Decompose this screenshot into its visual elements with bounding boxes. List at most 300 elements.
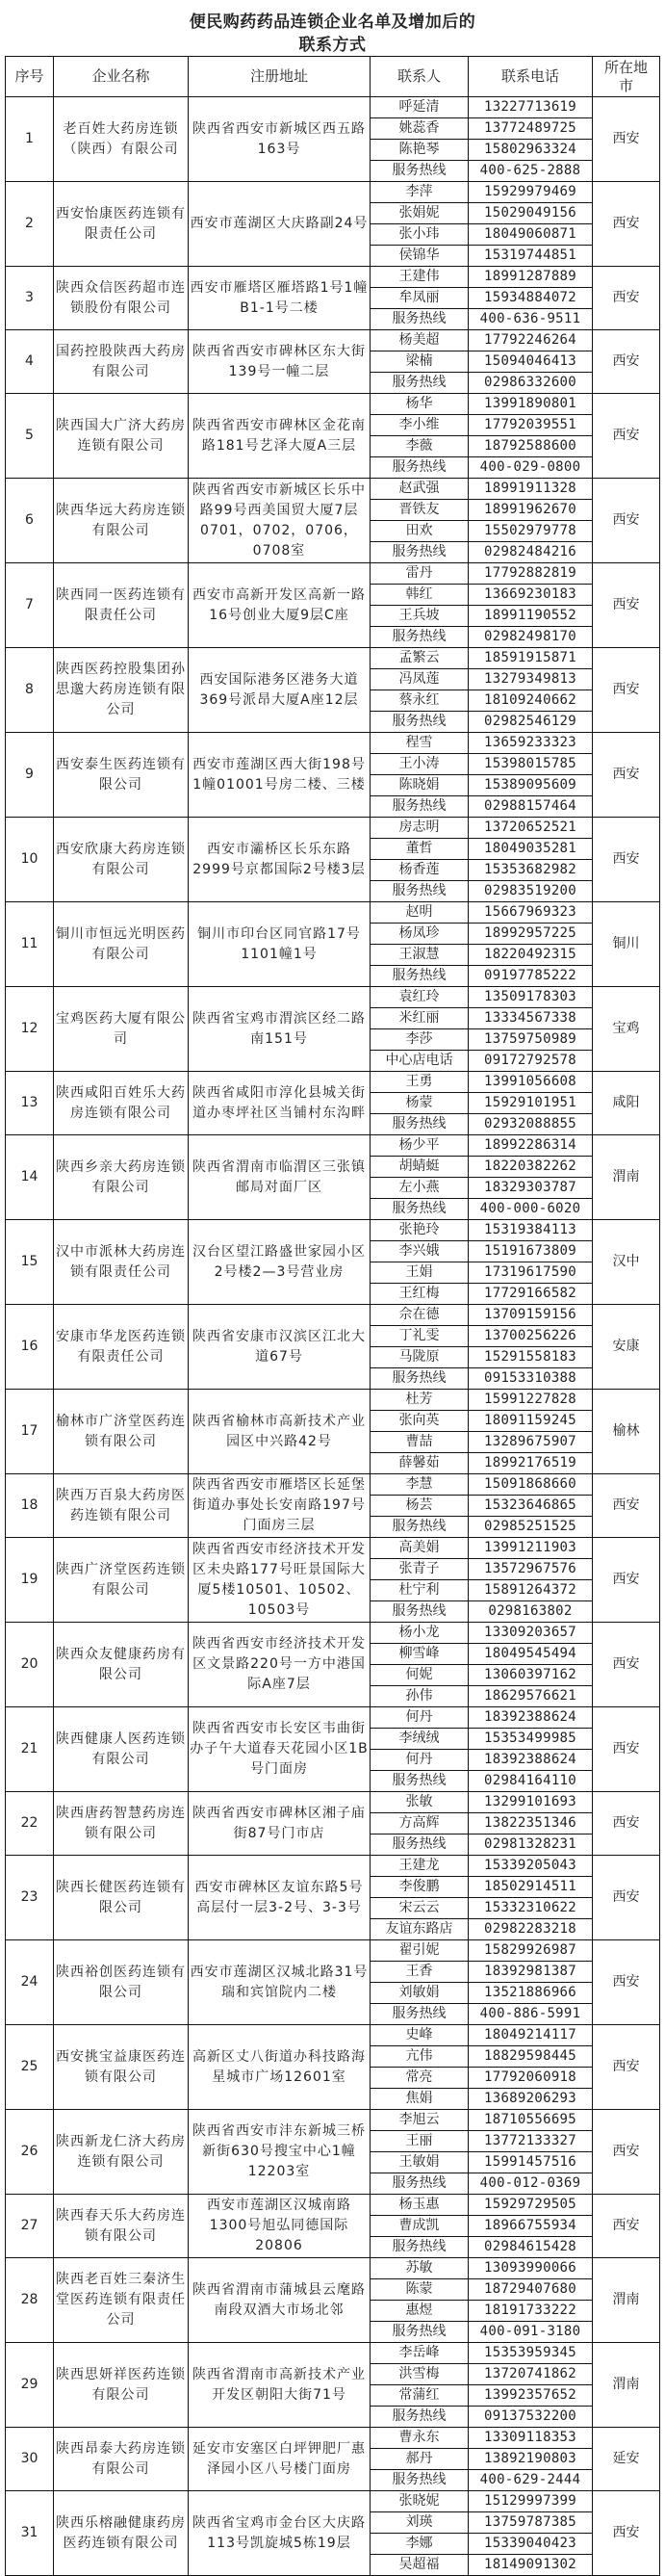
cell-contact-name: 亢伟 [371,2046,469,2068]
table-row [6,267,660,288]
cell-phone: 17792246264 [469,330,593,351]
cell-phone: 13992357652 [469,2385,593,2407]
cell-contact-name: 服务热线 [371,1601,469,1623]
cell-phone: 0298163802 [469,1601,593,1623]
cell-city: 渭南 [593,2258,660,2343]
table-row [6,182,660,203]
cell-address: 西安市莲湖区西大街198号1幢01001号房二楼、三楼 [189,733,371,818]
cell-phone: 13659233323 [469,733,593,754]
cell-contact-name: 高美娟 [371,1538,469,1559]
cell-contact-name: 李兴娥 [371,1241,469,1262]
cell-contact-name: 李慧 [371,1474,469,1496]
cell-city: 宝鸡 [593,987,660,1072]
cell-contact-name: 董哲 [371,839,469,860]
cell-contact-name: 宋云云 [371,1898,469,1919]
cell-contact-name: 梁楠 [371,351,469,373]
cell-phone: 18992286314 [469,1135,593,1157]
cell-phone: 02985251525 [469,1517,593,1538]
cell-city: 西安 [593,182,660,267]
cell-phone: 17792882819 [469,563,593,585]
cell-seq: 7 [6,563,54,648]
cell-phone: 18091159245 [469,1411,593,1432]
cell-address: 陕西省西安市碑林区东大街139号一幢二层 [189,330,371,394]
cell-contact-name: 中心店电话 [371,1051,469,1072]
cell-contact-name: 何丹 [371,1750,469,1771]
cell-phone: 15934884072 [469,288,593,309]
cell-contact-name: 赵武强 [371,479,469,500]
cell-seq: 25 [6,2025,54,2110]
cell-contact-name: 服务热线 [371,966,469,987]
page-title-line1: 便民购药药品连锁企业名单及增加后的 [189,13,476,32]
cell-company: 宝鸡医药大厦有限公司 [54,987,189,1072]
cell-seq: 28 [6,2258,54,2343]
cell-phone: 17729166582 [469,1284,593,1305]
cell-city: 西安 [593,479,660,563]
cell-city: 西安 [593,267,660,330]
cell-phone: 13689206293 [469,2089,593,2110]
cell-contact-name: 服务热线 [371,373,469,394]
table-row [6,2025,660,2046]
header-company: 企业名称 [54,57,189,97]
cell-phone: 13720741862 [469,2364,593,2385]
cell-phone: 18220492315 [469,945,593,966]
cell-city: 榆林 [593,1390,660,1474]
cell-contact-name: 牟凤丽 [371,288,469,309]
cell-contact-name: 服务热线 [371,1368,469,1390]
cell-contact-name: 陈晓娟 [371,775,469,796]
cell-phone: 15991457516 [469,2152,593,2173]
cell-contact-name: 焦娟 [371,2089,469,2110]
table-row [6,818,660,839]
cell-phone: 18991190552 [469,606,593,627]
cell-seq: 4 [6,330,54,394]
table-row [6,2428,660,2449]
cell-contact-name: 服务热线 [371,1771,469,1792]
cell-contact-name: 孙伟 [371,1686,469,1707]
cell-contact-name: 服务热线 [371,309,469,330]
cell-phone: 13822351346 [469,1813,593,1834]
cell-seq: 23 [6,1856,54,1940]
cell-company: 西安怡康医药连锁有限责任公司 [54,182,189,267]
cell-city: 西安 [593,1474,660,1538]
cell-seq: 30 [6,2428,54,2491]
cell-phone: 18049545494 [469,1644,593,1665]
cell-phone: 09197785222 [469,966,593,987]
cell-phone: 18729407680 [469,2279,593,2301]
cell-seq: 27 [6,2195,54,2258]
table-row [6,1940,660,1962]
cell-phone: 15091868660 [469,1474,593,1496]
table-row [6,479,660,500]
cell-contact-name: 李莎 [371,1029,469,1051]
cell-contact-name: 友谊东路店 [371,1919,469,1940]
header-address: 注册地址 [189,57,371,97]
cell-city: 西安 [593,97,660,182]
cell-phone: 15191673809 [469,1241,593,1262]
table-row [6,733,660,754]
table-body [6,97,660,2576]
cell-contact-name: 服务热线 [371,542,469,563]
table-row [6,902,660,924]
cell-contact-name: 刘瑛 [371,2512,469,2534]
table-row [6,1792,660,1813]
cell-phone: 17792060918 [469,2068,593,2089]
cell-city: 汉中 [593,1220,660,1305]
cell-seq: 6 [6,479,54,563]
cell-seq: 15 [6,1220,54,1305]
cell-phone: 13060397162 [469,1665,593,1686]
cell-company: 陕西老百姓三秦济生堂医药连锁有限责任公司 [54,2258,189,2343]
cell-contact-name: 孟繁云 [371,648,469,669]
cell-phone: 15929979469 [469,182,593,203]
cell-address: 西安市灞桥区长乐东路2999号京都国际2号楼3层 [189,818,371,902]
cell-phone: 15319384113 [469,1220,593,1241]
cell-city: 西安 [593,1940,660,2025]
cell-seq: 18 [6,1474,54,1538]
table-row [6,563,660,585]
cell-phone: 13759787385 [469,2512,593,2534]
cell-city: 西安 [593,2025,660,2110]
cell-phone: 15802963324 [469,140,593,161]
cell-company: 陕西众信医药超市连锁股份有限公司 [54,267,189,330]
cell-seq: 1 [6,97,54,182]
cell-contact-name: 何丹 [371,1707,469,1729]
cell-phone: 18109240662 [469,690,593,712]
cell-company: 陕西华远大药房连锁有限公司 [54,479,189,563]
table-row [6,394,660,415]
cell-phone: 17319617590 [469,1262,593,1284]
cell-seq: 21 [6,1707,54,1792]
cell-city: 西安 [593,330,660,394]
cell-contact-name: 服务热线 [371,627,469,648]
cell-phone: 15332310622 [469,1898,593,1919]
cell-address: 陕西省西安市沣东新城三桥新街630号搜宝中心1幢12203室 [189,2110,371,2195]
cell-contact-name: 丁礼雯 [371,1326,469,1347]
cell-phone: 13700256226 [469,1326,593,1347]
table-row [6,2195,660,2216]
cell-phone: 18991962670 [469,500,593,521]
cell-address: 西安市雁塔区雁塔路1号1幢B1-1号二楼 [189,267,371,330]
cell-contact-name: 张小玮 [371,224,469,246]
cell-address: 陕西省榆林市高新技术产业园区中兴路42号 [189,1390,371,1474]
cell-city: 西安 [593,1856,660,1940]
cell-contact-name: 杨蒙 [371,1093,469,1114]
cell-phone: 15502979778 [469,521,593,542]
cell-seq: 13 [6,1072,54,1135]
cell-address: 陕西省咸阳市淳化县城关街道办枣坪社区当铺村东沟畔 [189,1072,371,1135]
cell-address: 陕西省西安市经济技术开发区文景路220号一方中港国际A座7层 [189,1623,371,1707]
cell-phone: 18049214117 [469,2025,593,2046]
cell-city: 西安 [593,2195,660,2258]
cell-seq: 3 [6,267,54,330]
cell-address: 陕西省宝鸡市金台区大庆路113号凯旋城5栋19层 [189,2491,371,2576]
table-row [6,1390,660,1411]
cell-phone: 15323646865 [469,1496,593,1517]
cell-address: 陕西省渭南市高新技术产业开发区朝阳大街71号 [189,2343,371,2428]
table-header-row [6,57,660,97]
cell-city: 西安 [593,818,660,902]
table-row [6,1707,660,1729]
cell-city: 西安 [593,1707,660,1792]
cell-contact-name: 杨小龙 [371,1623,469,1644]
cell-phone: 13509178303 [469,987,593,1008]
table-row [6,1538,660,1559]
cell-phone: 18220382262 [469,1157,593,1178]
cell-city: 安康 [593,1305,660,1390]
cell-phone: 15667969323 [469,902,593,924]
cell-contact-name: 服务热线 [371,796,469,818]
cell-phone: 15319744851 [469,246,593,267]
cell-seq: 31 [6,2491,54,2576]
cell-phone: 09153310388 [469,1368,593,1390]
cell-contact-name: 翟引妮 [371,1940,469,1962]
cell-seq: 24 [6,1940,54,2025]
cell-phone: 15891264372 [469,1580,593,1601]
cell-contact-name: 服务热线 [371,2470,469,2491]
cell-phone: 18049060871 [469,224,593,246]
cell-contact-name: 服务热线 [371,161,469,182]
cell-contact-name: 常亮 [371,2068,469,2089]
cell-phone: 18502914511 [469,1877,593,1898]
cell-phone: 13892190803 [469,2449,593,2470]
cell-phone: 13572967576 [469,1559,593,1580]
cell-contact-name: 李萍 [371,182,469,203]
cell-phone: 18591915871 [469,648,593,669]
cell-contact-name: 曹永东 [371,2428,469,2449]
cell-contact-name: 常蒲红 [371,2385,469,2407]
table-row [6,2491,660,2512]
cell-address: 西安市高新开发区高新一路16号创业大厦9层C座 [189,563,371,648]
cell-address: 陕西省西安市碑林区湘子庙街87号门市店 [189,1792,371,1856]
cell-phone: 13991211903 [469,1538,593,1559]
cell-phone: 15129997399 [469,2491,593,2512]
cell-contact-name: 吴超福 [371,2555,469,2576]
cell-seq: 22 [6,1792,54,1856]
table-row [6,1072,660,1093]
cell-contact-name: 服务热线 [371,712,469,733]
cell-address: 西安市碑林区友谊东路5号高层付一层3-2号、3-3号 [189,1856,371,1940]
table-row [6,330,660,351]
cell-company: 陕西乡亲大药房连锁有限公司 [54,1135,189,1220]
cell-phone: 15353682982 [469,860,593,881]
cell-phone: 13772489725 [469,118,593,140]
cell-contact-name: 张娟妮 [371,203,469,224]
cell-phone: 18392981387 [469,1962,593,1983]
cell-contact-name: 服务热线 [371,1199,469,1220]
cell-phone: 400-625-2888 [469,161,593,182]
cell-phone: 13093990066 [469,2258,593,2279]
cell-seq: 16 [6,1305,54,1390]
cell-contact-name: 陈艳琴 [371,140,469,161]
cell-address: 西安市莲湖区汉城北路31号瑞和宾馆院内二楼 [189,1940,371,2025]
cell-contact-name: 方高辉 [371,1813,469,1834]
cell-seq: 10 [6,818,54,902]
cell-contact-name: 张向英 [371,1411,469,1432]
cell-phone: 400-029-0800 [469,457,593,479]
cell-contact-name: 赵明 [371,902,469,924]
cell-contact-name: 晋铁友 [371,500,469,521]
header-phone: 联系电话 [469,57,593,97]
cell-contact-name: 米红丽 [371,1008,469,1029]
cell-address: 西安市莲湖区汉城南路1300号旭弘同德国际20806 [189,2195,371,2258]
cell-contact-name: 李岳峰 [371,2343,469,2364]
cell-address: 陕西省西安市新城区西五路163号 [189,97,371,182]
cell-company: 陕西新龙仁济大药房连锁有限公司 [54,2110,189,2195]
cell-contact-name: 柳雪峰 [371,1644,469,1665]
cell-company: 陕西唐药智慧药房连锁有限公司 [54,1792,189,1856]
cell-phone: 02984164110 [469,1771,593,1792]
cell-phone: 18329303787 [469,1178,593,1199]
cell-phone: 15991227828 [469,1390,593,1411]
cell-address: 高新区丈八街道办科技路海星城市广场12601室 [189,2025,371,2110]
cell-contact-name: 王香 [371,1962,469,1983]
cell-contact-name: 王娟 [371,1262,469,1284]
cell-contact-name: 郝丹 [371,2449,469,2470]
cell-city: 西安 [593,733,660,818]
table-row [6,2343,660,2364]
header-seq: 序号 [6,57,54,97]
cell-phone: 13334567338 [469,1008,593,1029]
cell-contact-name: 服务热线 [371,2004,469,2025]
cell-seq: 17 [6,1390,54,1474]
cell-phone: 02981328231 [469,1834,593,1856]
cell-contact-name: 侯锦华 [371,246,469,267]
cell-phone: 18992176519 [469,1453,593,1474]
cell-contact-name: 杜芳 [371,1390,469,1411]
cell-phone: 15094046413 [469,351,593,373]
cell-phone: 13709159156 [469,1305,593,1326]
cell-seq: 9 [6,733,54,818]
cell-phone: 02984615428 [469,2237,593,2258]
cell-phone: 13227713619 [469,97,593,118]
cell-phone: 400-629-2444 [469,2470,593,2491]
cell-contact-name: 张艳玲 [371,1220,469,1241]
cell-address: 陕西省西安市碑林区金花南路181号艺泽大厦A三层 [189,394,371,479]
cell-city: 铜川 [593,902,660,987]
cell-contact-name: 杨少平 [371,1135,469,1157]
cell-company: 安康市华龙医药连锁有限责任公司 [54,1305,189,1390]
cell-contact-name: 呼延清 [371,97,469,118]
cell-contact-name: 李薇 [371,436,469,457]
cell-company: 陕西咸阳百姓乐大药房连锁有限公司 [54,1072,189,1135]
cell-contact-name: 王淑慧 [371,945,469,966]
cell-city: 西安 [593,1623,660,1707]
cell-phone: 02932088855 [469,1114,593,1135]
cell-contact-name: 李绒绒 [371,1729,469,1750]
cell-phone: 18991911328 [469,479,593,500]
cell-city: 渭南 [593,2343,660,2428]
cell-contact-name: 田欢 [371,521,469,542]
cell-city: 西安 [593,1538,660,1623]
cell-city: 西安 [593,1792,660,1856]
table-row [6,2258,660,2279]
cell-contact-name: 杜宁利 [371,1580,469,1601]
cell-seq: 26 [6,2110,54,2195]
table-row [6,1623,660,1644]
cell-contact-name: 马陇原 [371,1347,469,1368]
cell-phone: 09172792578 [469,1051,593,1072]
cell-company: 陕西众友健康药房有限公司 [54,1623,189,1707]
cell-phone: 15353959345 [469,2343,593,2364]
cell-city: 西安 [593,394,660,479]
cell-city: 西安 [593,2491,660,2576]
cell-phone: 13991890801 [469,394,593,415]
cell-city: 咸阳 [593,1072,660,1135]
cell-phone: 18829598445 [469,2046,593,2068]
cell-seq: 19 [6,1538,54,1623]
cell-phone: 18629576621 [469,1686,593,1707]
cell-contact-name: 韩红 [371,585,469,606]
cell-phone: 18966755934 [469,2216,593,2237]
cell-company: 陕西国大广济大药房连锁有限公司 [54,394,189,479]
cell-phone: 15353499985 [469,1729,593,1750]
cell-company: 陕西乐榕融健康药房医药连锁有限公司 [54,2491,189,2576]
cell-contact-name: 洪雪梅 [371,2364,469,2385]
cell-phone: 02983519200 [469,881,593,902]
cell-contact-name: 袁红玲 [371,987,469,1008]
cell-address: 陕西省渭南市临渭区三张镇邮局对面厂区 [189,1135,371,1220]
table-row [6,987,660,1008]
cell-city: 渭南 [593,1135,660,1220]
cell-company: 国药控股陕西大药房有限公司 [54,330,189,394]
cell-phone: 400-886-5991 [469,2004,593,2025]
cell-address: 陕西省宝鸡市渭滨区经二路南151号 [189,987,371,1072]
cell-company: 老百姓大药房连锁（陕西）有限公司 [54,97,189,182]
cell-phone: 09137532200 [469,2407,593,2428]
cell-phone: 15929101951 [469,1093,593,1114]
cell-phone: 400-091-3180 [469,2322,593,2343]
cell-contact-name: 杨玉惠 [371,2195,469,2216]
cell-company: 陕西思妍祥医药连锁有限公司 [54,2343,189,2428]
cell-contact-name: 史峰 [371,2025,469,2046]
cell-company: 陕西同一医药连锁有限责任公司 [54,563,189,648]
table-row [6,2110,660,2131]
cell-contact-name: 王建伟 [371,267,469,288]
cell-phone: 13759750989 [469,1029,593,1051]
cell-company: 陕西春天乐大药房连锁有限公司 [54,2195,189,2258]
cell-address: 陕西省西安市长安区韦曲街办子午大道春天花园小区1B号门面房 [189,1707,371,1792]
cell-phone: 13720652521 [469,818,593,839]
cell-company: 西安泰生医药连锁有限公司 [54,733,189,818]
cell-contact-name: 姚蕊香 [371,118,469,140]
cell-contact-name: 服务热线 [371,457,469,479]
cell-phone: 400-000-6020 [469,1199,593,1220]
cell-contact-name: 杨芸 [371,1496,469,1517]
cell-phone: 18792588600 [469,436,593,457]
cell-contact-name: 王丽 [371,2131,469,2152]
cell-address: 西安市莲湖区大庆路副24号 [189,182,371,267]
cell-city: 西安 [593,563,660,648]
cell-contact-name: 服务热线 [371,1114,469,1135]
cell-company: 陕西万百泉大药房医药连锁有限公司 [54,1474,189,1538]
cell-contact-name: 李旭云 [371,2110,469,2131]
cell-contact-name: 张青子 [371,1559,469,1580]
cell-seq: 20 [6,1623,54,1707]
cell-company: 榆林市广济堂医药连锁有限公司 [54,1390,189,1474]
cell-company: 陕西医药控股集团孙思邈大药房连锁有限公司 [54,648,189,733]
cell-contact-name: 服务热线 [371,1834,469,1856]
cell-contact-name: 房志明 [371,818,469,839]
cell-company: 西安欣康大药房连锁有限公司 [54,818,189,902]
cell-phone: 18392388624 [469,1707,593,1729]
cell-phone: 13669230183 [469,585,593,606]
cell-phone: 15389095609 [469,775,593,796]
cell-city: 延安 [593,2428,660,2491]
cell-phone: 18992957225 [469,924,593,945]
cell-contact-name: 杨美超 [371,330,469,351]
cell-seq: 29 [6,2343,54,2428]
cell-company: 西安挑宝益康医药连锁有限公司 [54,2025,189,2110]
